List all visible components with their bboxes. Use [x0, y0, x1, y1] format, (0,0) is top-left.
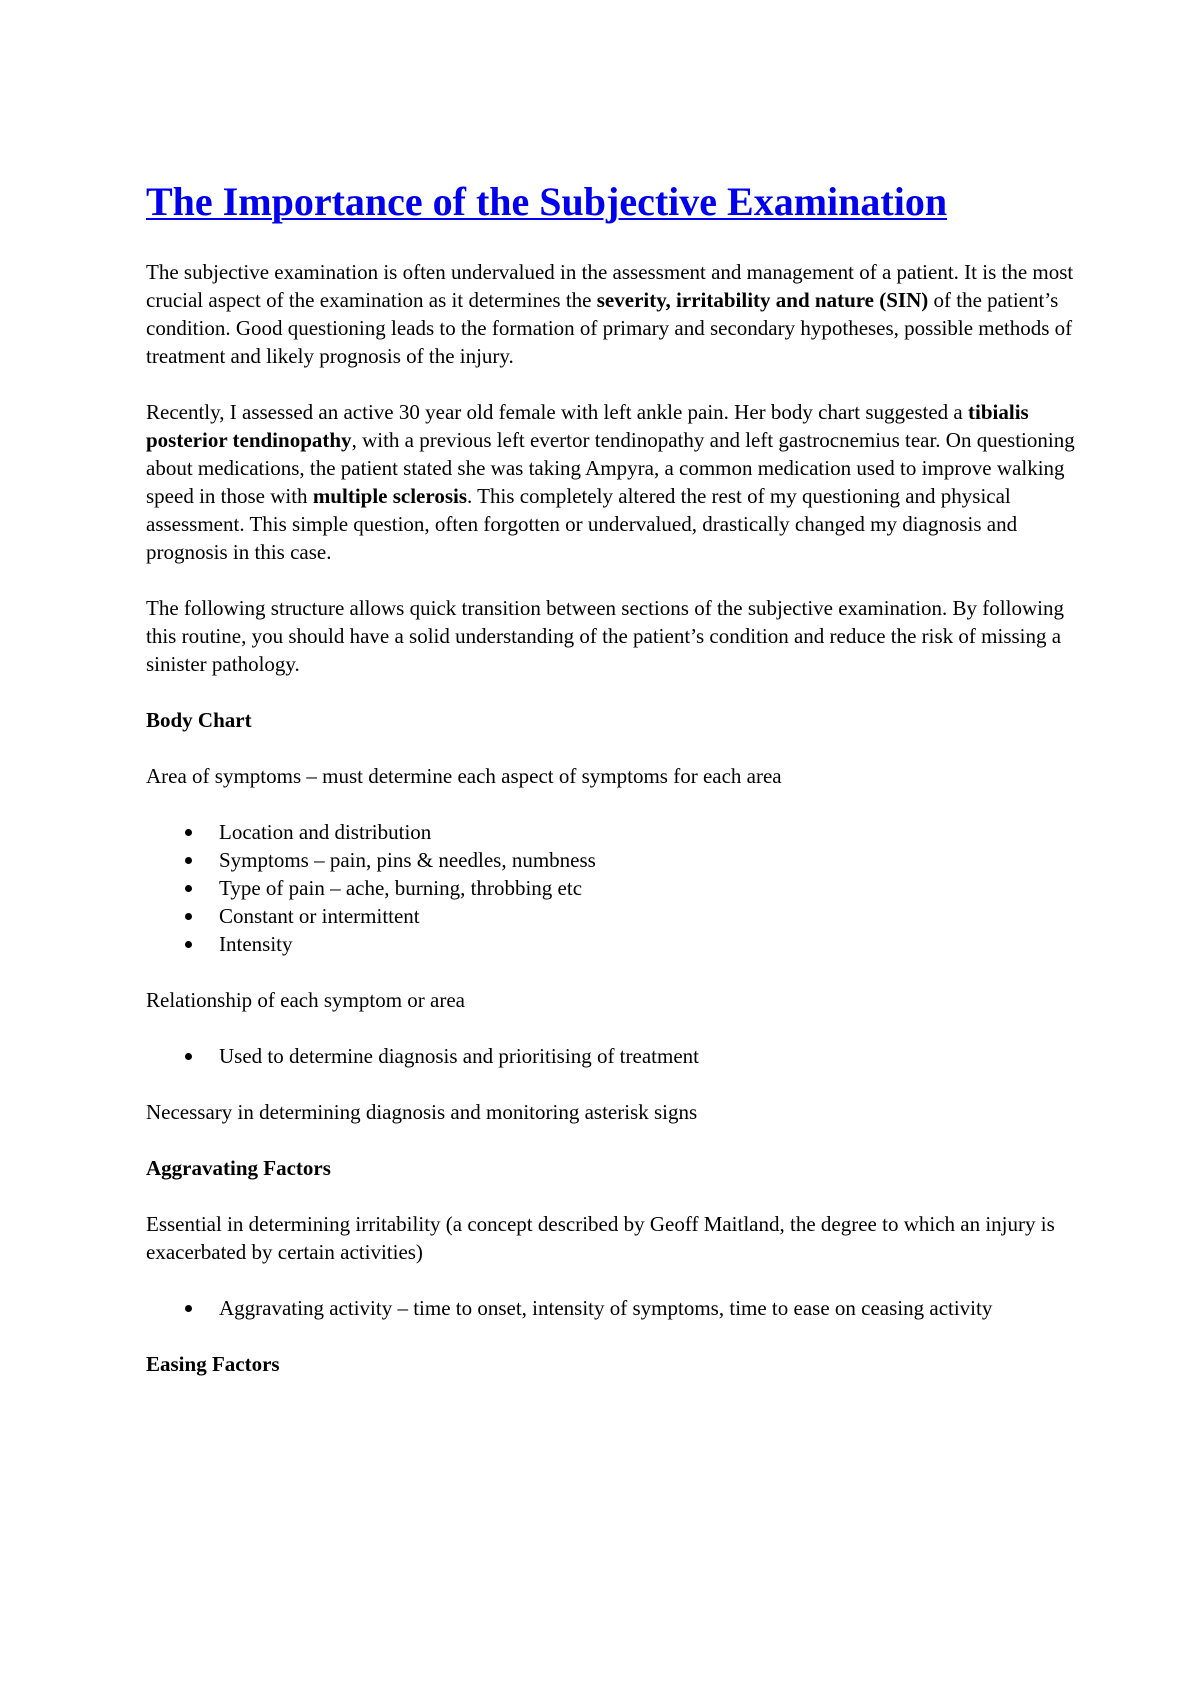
list-item: Aggravating activity – time to onset, intensity of symptoms, time to ease on ceasing activity — [219, 1294, 1086, 1322]
aggravating-factors-text: Essential in determining irritability (a concept described by Geoff Maitland, the degree to which an injury is exacerbated by certain activities) — [146, 1212, 1055, 1264]
document-page — [146, 175, 1086, 1378]
case-paragraph — [146, 398, 1086, 566]
page-title — [146, 175, 1086, 229]
intro-bold-sin: severity, irritability and nature (SIN) — [596, 288, 929, 312]
list-item: Type of pain – ache, burning, throbbing etc — [219, 874, 1086, 902]
list-item: Location and distribution — [219, 818, 1086, 846]
case-text-2: , with a previous left evertor tendinopathy and left gastrocnemius tear. On questioning about medications, the patient stated she was taking Ampyra, a common medication used to improve walking speed in those with — [146, 428, 1075, 508]
list-item: Used to determine diagnosis and prioritising of treatment — [219, 1042, 1086, 1070]
aggravating-factors-heading: Aggravating Factors — [146, 1156, 331, 1180]
case-bold-ms: multiple sclerosis — [312, 484, 468, 508]
list-item: Intensity — [219, 930, 1086, 958]
area-of-symptoms-text: Area of symptoms – must determine each aspect of symptoms for each area — [146, 764, 782, 788]
area-of-symptoms-list — [146, 818, 1086, 958]
relationship-list — [146, 1042, 1086, 1070]
necessary-text: Necessary in determining diagnosis and monitoring asterisk signs — [146, 1100, 698, 1124]
intro-text-1: The subjective examination is often undervalued in the assessment and management of a patient. It is the most crucial aspect of the examination as it determines the — [146, 260, 1074, 312]
body-chart-heading: Body Chart — [146, 708, 252, 732]
list-item: Symptoms – pain, pins & needles, numbness — [219, 846, 1086, 874]
intro-paragraph — [146, 258, 1086, 370]
easing-factors-heading: Easing Factors — [146, 1352, 280, 1376]
relationship-text: Relationship of each symptom or area — [146, 988, 465, 1012]
structure-paragraph: The following structure allows quick transition between sections of the subjective examination. By following this routine, you should have a solid understanding of the patient’s condition and reduce the risk of missing a sinister pathology. — [146, 596, 1064, 676]
case-bold-tendinopathy: tibialis posterior tendinopathy — [146, 400, 1029, 452]
intro-text-2: of the patient’s condition. Good questioning leads to the formation of primary and secondary hypotheses, possible methods of treatment and likely prognosis of the injury. — [146, 288, 1073, 368]
title-link[interactable]: The Importance of the Subjective Examination — [146, 179, 948, 224]
case-text-1: Recently, I assessed an active 30 year old female with left ankle pain. Her body chart suggested a — [146, 400, 969, 424]
aggravating-factors-list — [146, 1294, 1086, 1322]
case-text-3: . This completely altered the rest of my questioning and physical assessment. This simple question, often forgotten or undervalued, drastically changed my diagnosis and prognosis in this case. — [146, 484, 1018, 564]
list-item: Constant or intermittent — [219, 902, 1086, 930]
